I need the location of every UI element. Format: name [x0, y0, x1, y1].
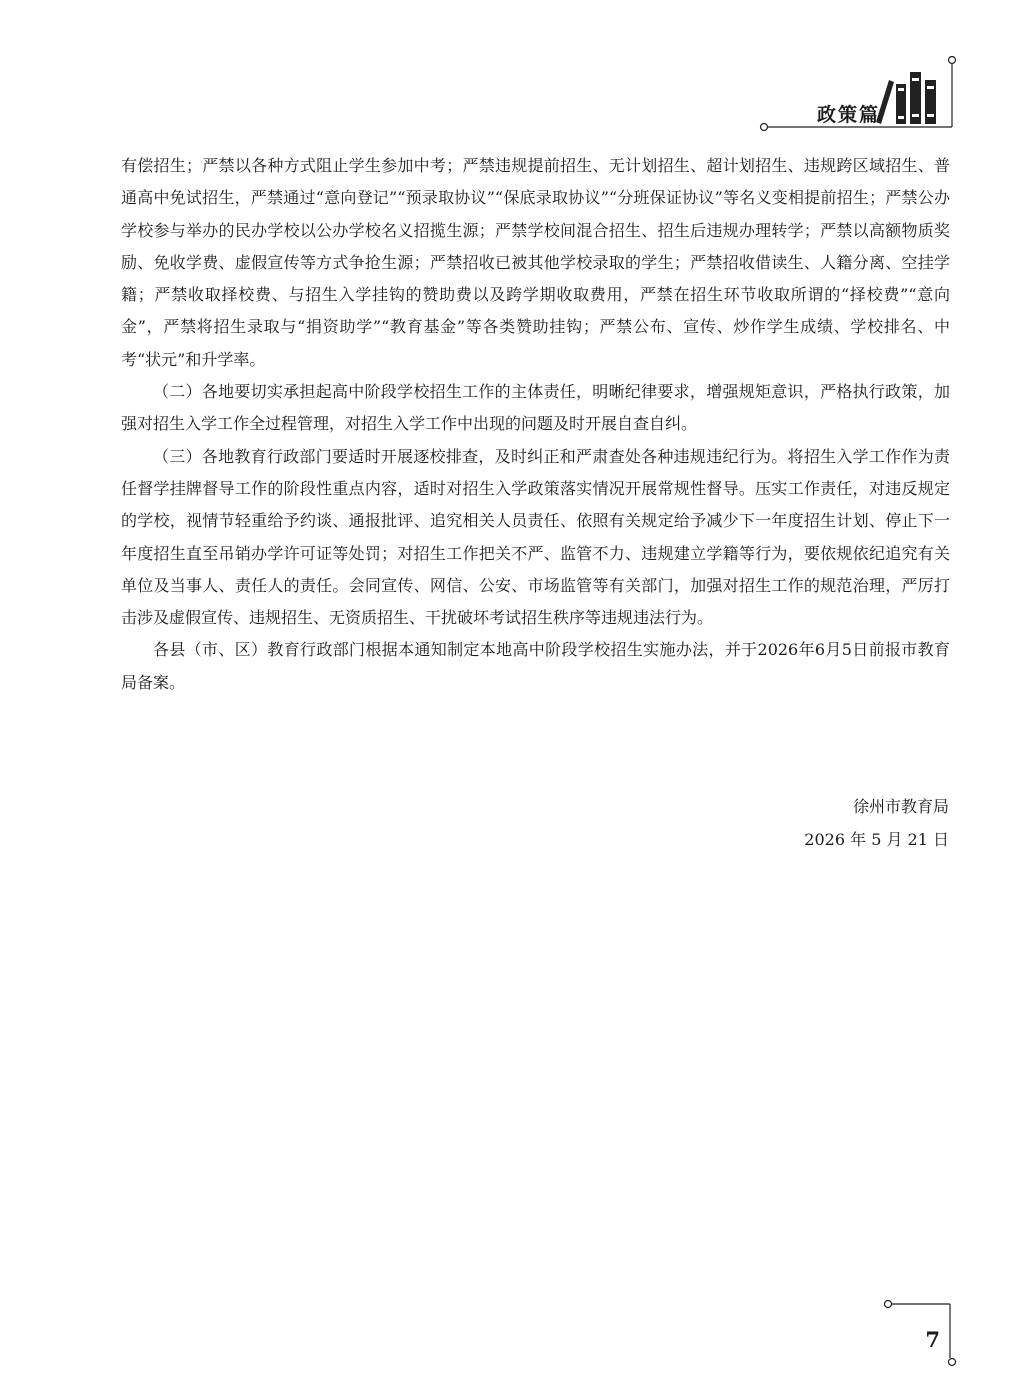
document-body [121, 150, 950, 699]
section-title: 政策篇 [816, 104, 880, 126]
page-number: 7 [925, 1327, 940, 1352]
issue-date: 2026 年 5 月 21 日 [804, 830, 949, 849]
paragraph: （三）各地教育行政部门要适时开展逐校排查，及时纠正和严肃查处各种违规违纪行为。将招生入学工作作为责任督学挂牌督导工作的阶段性重点内容，适时对招生入学政策落实情况开展常规性督导。压实工作责任，对违反规定的学校，视情节轻重给予约谈、通报批评、追究相关人员责任、依照有关规定给予减少下一年度招生计划、停止下一年度招生直至吊销办学许可证等处罚；对招生工作把关不严、监管不力、违规建立学籍等行为，要依规依纪追究有关单位及当事人、责任人的责任。会同宣传、网信、公安、市场监管等有关部门，加强对招生工作的规范治理，严厉打击涉及虚假宣传、违规招生、无资质招生、干扰破坏考试招生秩序等违规违法行为。 [121, 446, 950, 628]
paragraph: （二）各地要切实承担起高中阶段学校招生工作的主体责任，明晰纪律要求，增强规矩意识，严格执行政策，加强对招生入学工作全过程管理，对招生入学工作中出现的问题及时开展自查自纠。 [121, 382, 950, 434]
signature-block [700, 790, 949, 856]
issuer-name: 徐州市教育局 [852, 797, 949, 816]
paragraph: 有偿招生；严禁以各种方式阻止学生参加中考；严禁违规提前招生、无计划招生、超计划招生、违规跨区域招生、普通高中免试招生，严禁通过“意向登记”“预录取协议”“保底录取协议”“分班保证协议”等名义变相提前招生；严禁公办学校参与举办的民办学校以公办学校名义招揽生源；严禁学校间混合招生、招生后违规办理转学；严禁以高额物质奖励、免收学费、虚假宣传等方式争抢生源；严禁招收已被其他学校录取的学生；严禁招收借读生、人籍分离、空挂学籍；严禁收取择校费、与招生入学挂钩的赞助费以及跨学期收取费用，严禁在招生环节收取所谓的“择校费”“意向金”，严禁将招生录取与“捐资助学”“教育基金”等各类赞助挂钩；严禁公布、宣传、炒作学生成绩、学校排名、中考“状元”和升学率。 [121, 156, 950, 369]
books-icon [876, 72, 936, 124]
paragraph: 各县（市、区）教育行政部门根据本通知制定本地高中阶段学校招生实施办法，并于2026年6月5日前报市教育局备案。 [121, 640, 950, 692]
